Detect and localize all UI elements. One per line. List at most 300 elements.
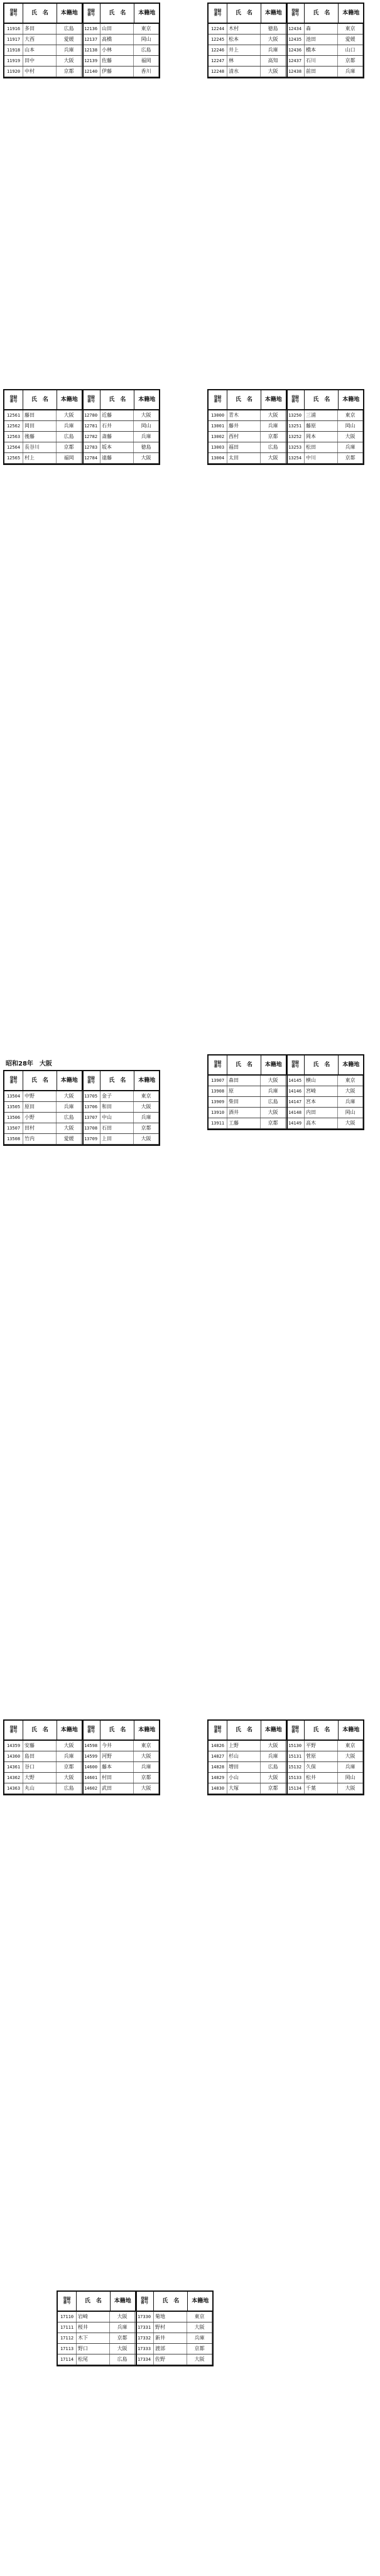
header-name: 氏 名 <box>305 390 339 409</box>
prefecture: 福岡 <box>134 56 159 66</box>
person-name: 小野 <box>23 1113 57 1123</box>
header-number: 登録 番号 <box>58 2292 77 2311</box>
table-row <box>4 1762 159 1773</box>
person-name: 今井 <box>100 1741 134 1751</box>
prefecture: 大阪 <box>261 1076 286 1086</box>
registration-number: 17334 <box>135 2354 154 2365</box>
person-name: 武田 <box>100 1783 134 1793</box>
registration-number: 14361 <box>4 1762 23 1772</box>
registration-number: 12246 <box>209 45 227 55</box>
prefecture: 大阪 <box>187 2354 212 2365</box>
registry-table <box>3 1719 160 1795</box>
prefecture: 広島 <box>261 442 286 452</box>
registration-number: 17112 <box>58 2333 77 2343</box>
header-prefecture: 本籍地 <box>342 396 360 403</box>
prefecture: 広島 <box>57 1113 82 1123</box>
registration-number: 17111 <box>58 2322 77 2333</box>
person-name: 石井 <box>100 421 134 431</box>
registration-number: 12438 <box>286 67 305 77</box>
prefecture: 兵庫 <box>134 432 159 442</box>
registration-number: 13000 <box>209 410 227 420</box>
header-name: 氏 名 <box>100 4 134 23</box>
header-name: 氏 名 <box>305 4 339 23</box>
person-name: 中川 <box>305 453 338 463</box>
person-name: 宮本 <box>305 1097 338 1107</box>
prefecture: 大阪 <box>57 1091 82 1101</box>
prefecture: 兵庫 <box>261 1751 286 1761</box>
table-row <box>209 35 363 45</box>
prefecture: 広島 <box>134 45 159 55</box>
registration-number: 13253 <box>286 442 305 452</box>
header-number: 登録 番号 <box>82 4 101 23</box>
table-row <box>4 1751 159 1762</box>
header-prefecture: 本籍地 <box>138 1726 156 1733</box>
prefecture: 大阪 <box>57 410 82 420</box>
header-number: 登録 番号 <box>286 1721 305 1740</box>
registration-number: 12435 <box>286 35 305 45</box>
table-row <box>209 1076 363 1086</box>
prefecture: 愛媛 <box>57 1134 82 1144</box>
registration-number: 15134 <box>286 1783 305 1793</box>
registration-number: 11919 <box>4 56 23 66</box>
prefecture: 大阪 <box>134 410 159 420</box>
header-prefecture: 本籍地 <box>57 1071 82 1090</box>
registration-number: 12138 <box>82 45 100 55</box>
prefecture: 大阪 <box>338 432 363 442</box>
person-name: 上野 <box>227 1741 261 1751</box>
header-prefecture: 本籍地 <box>111 2292 136 2311</box>
prefecture: 岡山 <box>338 1773 363 1783</box>
person-name: 平野 <box>305 1741 338 1751</box>
person-name: 増田 <box>227 1762 261 1772</box>
prefecture: 東京 <box>187 2312 212 2322</box>
registry-block <box>3 3 160 78</box>
registration-number: 13251 <box>286 421 305 431</box>
prefecture: 広島 <box>57 24 82 34</box>
person-name: 杉山 <box>227 1751 261 1761</box>
registration-number: 11918 <box>4 45 23 55</box>
registration-number: 14829 <box>209 1773 227 1783</box>
header-name: 氏 名 <box>305 1721 339 1740</box>
registry-block <box>207 1719 364 1795</box>
prefecture: 兵庫 <box>261 421 286 431</box>
prefecture: 岡山 <box>134 421 159 431</box>
person-name: 竹内 <box>23 1134 57 1144</box>
table-header <box>209 1056 363 1076</box>
header-prefecture: 本籍地 <box>57 390 82 409</box>
table-row <box>58 2344 212 2354</box>
person-name: 岡本 <box>305 432 338 442</box>
registry-block <box>207 3 364 78</box>
registry-table <box>207 1719 364 1795</box>
column-divider <box>136 2292 137 2365</box>
registration-number: 14828 <box>209 1762 227 1772</box>
table-row <box>4 442 159 453</box>
prefecture: 東京 <box>338 1741 363 1751</box>
prefecture: 東京 <box>134 24 159 34</box>
prefecture: 京都 <box>261 1783 286 1793</box>
registration-number: 13707 <box>82 1113 100 1123</box>
prefecture: 京都 <box>261 1118 286 1128</box>
person-name: 岡田 <box>23 421 57 431</box>
table-header <box>209 4 363 24</box>
table-row <box>209 1086 363 1097</box>
prefecture: 大阪 <box>134 1102 159 1112</box>
column-divider <box>82 4 84 77</box>
prefecture: 大阪 <box>134 453 159 463</box>
prefecture: 京都 <box>134 1123 159 1133</box>
header-prefecture: 本籍地 <box>192 2297 209 2304</box>
prefecture: 兵庫 <box>338 67 363 77</box>
registration-number: 13909 <box>209 1097 227 1107</box>
person-name: 佐藤 <box>100 56 134 66</box>
prefecture: 大阪 <box>57 56 82 66</box>
person-name: 新井 <box>154 2333 187 2343</box>
registration-number: 14360 <box>4 1751 23 1761</box>
registration-number: 17110 <box>58 2312 77 2322</box>
table-header <box>4 1071 159 1091</box>
registration-number: 12139 <box>82 56 100 66</box>
person-name: 大野 <box>23 1773 57 1783</box>
registration-number: 17331 <box>135 2322 154 2333</box>
prefecture: 京都 <box>57 442 82 452</box>
prefecture: 香川 <box>134 67 159 77</box>
person-name: 菅原 <box>305 1751 338 1761</box>
prefecture: 兵庫 <box>338 1097 363 1107</box>
column-divider <box>82 1721 84 1794</box>
header-prefecture: 本籍地 <box>342 1061 360 1068</box>
table-row <box>4 67 159 77</box>
table-row <box>4 1783 159 1794</box>
person-name: 林 <box>227 56 261 66</box>
person-name: 長谷川 <box>23 442 57 452</box>
table-row <box>4 45 159 56</box>
person-name: 清水 <box>227 67 261 77</box>
header-name: 氏 名 <box>227 1056 261 1074</box>
prefecture: 愛媛 <box>338 35 363 45</box>
person-name: 青木 <box>227 410 261 420</box>
registration-number: 12434 <box>286 24 305 34</box>
registration-number: 12136 <box>82 24 100 34</box>
registration-number: 13705 <box>82 1091 100 1101</box>
header-prefecture: 本籍地 <box>57 4 82 23</box>
person-name: 中山 <box>100 1113 134 1123</box>
registration-number: 13508 <box>4 1134 23 1144</box>
person-name: 酒井 <box>227 1108 261 1118</box>
person-name: 後藤 <box>23 432 57 442</box>
header-number: 登録 番号 <box>82 1721 101 1740</box>
table-row <box>209 1773 363 1783</box>
prefecture: 大阪 <box>261 1741 286 1751</box>
registration-number: 12436 <box>286 45 305 55</box>
prefecture: 大阪 <box>338 1118 363 1128</box>
person-name: 藤田 <box>23 410 57 420</box>
registration-number: 14599 <box>82 1751 100 1761</box>
table-header <box>209 390 363 410</box>
registration-number: 12137 <box>82 35 100 45</box>
registration-number: 14147 <box>286 1097 305 1107</box>
prefecture: 山口 <box>338 45 363 55</box>
registration-number: 13254 <box>286 453 305 463</box>
person-name: 佐野 <box>154 2354 187 2365</box>
registration-number: 11917 <box>4 35 23 45</box>
table-header <box>4 390 159 410</box>
registration-number: 12782 <box>82 432 100 442</box>
person-name: 村田 <box>100 1773 134 1783</box>
registration-number: 12248 <box>209 67 227 77</box>
registration-number: 14600 <box>82 1762 100 1772</box>
registration-number: 14598 <box>82 1741 100 1751</box>
registration-number: 13504 <box>4 1091 23 1101</box>
prefecture: 大阪 <box>338 1086 363 1096</box>
table-row <box>209 1751 363 1762</box>
header-number: 登録 番号 <box>4 4 23 23</box>
header-number: 登録 番号 <box>286 390 305 409</box>
header-prefecture: 本籍地 <box>138 1077 156 1084</box>
registration-number: 13505 <box>4 1102 23 1112</box>
table-row <box>209 1783 363 1794</box>
header-prefecture: 本籍地 <box>261 1056 286 1074</box>
header-number: 登録 番号 <box>286 4 305 23</box>
header-name: 氏 名 <box>305 1056 339 1074</box>
registration-number: 12562 <box>4 421 23 431</box>
registration-number: 14363 <box>4 1783 23 1793</box>
prefecture: 京都 <box>57 1762 82 1772</box>
column-divider <box>286 390 288 464</box>
registration-number: 12244 <box>209 24 227 34</box>
person-name: 田中 <box>23 56 57 66</box>
person-name: 福田 <box>227 442 261 452</box>
prefecture: 大阪 <box>261 453 286 463</box>
registration-number: 13907 <box>209 1076 227 1086</box>
person-name: 菊地 <box>154 2312 187 2322</box>
registration-number: 14830 <box>209 1783 227 1793</box>
person-name: 桜井 <box>77 2322 110 2333</box>
person-name: 大西 <box>23 35 57 45</box>
table-row <box>4 1773 159 1783</box>
prefecture: 大阪 <box>110 2344 135 2354</box>
header-name: 氏 名 <box>77 2292 111 2311</box>
registry-block <box>3 1719 160 1795</box>
person-name: 丸山 <box>23 1783 57 1793</box>
prefecture: 兵庫 <box>338 442 363 452</box>
person-name: 松尾 <box>77 2354 110 2365</box>
person-name: 工藤 <box>227 1118 261 1128</box>
person-name: 千葉 <box>305 1783 338 1793</box>
table-header <box>58 2292 212 2312</box>
table-row <box>4 453 159 464</box>
person-name: 村上 <box>23 453 57 463</box>
column-divider <box>286 1721 288 1794</box>
prefecture: 大阪 <box>187 2322 212 2333</box>
prefecture: 東京 <box>134 1091 159 1101</box>
table-row <box>4 1123 159 1134</box>
prefecture: 岡山 <box>338 1108 363 1118</box>
prefecture: 兵庫 <box>110 2322 135 2333</box>
person-name: 久保 <box>305 1762 338 1772</box>
registration-number: 12563 <box>4 432 23 442</box>
person-name: 内田 <box>305 1108 338 1118</box>
registration-number: 17332 <box>135 2333 154 2343</box>
table-row <box>209 1108 363 1118</box>
person-name: 藤井 <box>227 421 261 431</box>
prefecture: 福岡 <box>57 453 82 463</box>
registration-number: 12781 <box>82 421 100 431</box>
person-name: 井上 <box>227 45 261 55</box>
table-row <box>209 453 363 464</box>
person-name: 石川 <box>305 56 338 66</box>
header-name: 氏 名 <box>227 390 261 409</box>
person-name: 遠藤 <box>100 453 134 463</box>
table-row <box>58 2322 212 2333</box>
person-name: 木村 <box>227 24 261 34</box>
table-row <box>209 1118 363 1129</box>
header-prefecture: 本籍地 <box>342 9 360 16</box>
prefecture: 大阪 <box>134 1751 159 1761</box>
table-row <box>209 442 363 453</box>
table-row <box>209 1097 363 1108</box>
header-number: 登録 番号 <box>286 1056 305 1074</box>
table-row <box>4 432 159 442</box>
person-name: 岩崎 <box>77 2312 110 2322</box>
table-row <box>4 1113 159 1123</box>
prefecture: 兵庫 <box>134 1113 159 1123</box>
prefecture: 大阪 <box>261 1108 286 1118</box>
prefecture: 兵庫 <box>261 1086 286 1096</box>
person-name: 中野 <box>23 1091 57 1101</box>
person-name: 谷口 <box>23 1762 57 1772</box>
prefecture: 徳島 <box>134 442 159 452</box>
registration-number: 13004 <box>209 453 227 463</box>
registry-block <box>57 2290 214 2366</box>
prefecture: 広島 <box>110 2354 135 2365</box>
registration-number: 15133 <box>286 1773 305 1783</box>
table-row <box>209 45 363 56</box>
person-name: 池田 <box>305 35 338 45</box>
header-prefecture: 本籍地 <box>138 9 156 16</box>
person-name: 石田 <box>100 1123 134 1133</box>
prefecture: 京都 <box>57 67 82 77</box>
registration-number: 13708 <box>82 1123 100 1133</box>
registration-number: 12784 <box>82 453 100 463</box>
header-number: 登録 番号 <box>4 390 23 409</box>
table-row <box>4 1741 159 1751</box>
person-name: 和田 <box>100 1102 134 1112</box>
person-name: 山田 <box>100 24 134 34</box>
header-number: 登録 番号 <box>82 1071 101 1090</box>
person-name: 野口 <box>77 2344 110 2354</box>
registration-number: 12247 <box>209 56 227 66</box>
registry-table <box>207 1054 364 1130</box>
person-name: 橋本 <box>305 45 338 55</box>
registration-number: 13506 <box>4 1113 23 1123</box>
header-name: 氏 名 <box>23 1071 57 1090</box>
header-number: 登録 番号 <box>209 1721 227 1740</box>
prefecture: 京都 <box>134 1773 159 1783</box>
column-divider <box>286 1056 288 1129</box>
registry-block <box>3 1054 160 1146</box>
prefecture: 高知 <box>261 56 286 66</box>
header-name: 氏 名 <box>23 390 57 409</box>
registration-number: 13252 <box>286 432 305 442</box>
header-prefecture: 本籍地 <box>261 390 286 409</box>
prefecture: 広島 <box>261 1097 286 1107</box>
prefecture: 東京 <box>338 410 363 420</box>
registration-number: 11920 <box>4 67 23 77</box>
table-row <box>58 2312 212 2322</box>
registry-table <box>3 1070 160 1146</box>
table-row <box>209 56 363 67</box>
registration-number: 14149 <box>286 1118 305 1128</box>
person-name: 大塚 <box>227 1783 261 1793</box>
header-prefecture: 本籍地 <box>261 1721 286 1740</box>
header-prefecture: 本籍地 <box>57 1721 82 1740</box>
prefecture: 広島 <box>57 1783 82 1793</box>
person-name: 多田 <box>23 24 57 34</box>
person-name: 坂本 <box>100 442 134 452</box>
prefecture: 兵庫 <box>57 1102 82 1112</box>
prefecture: 兵庫 <box>134 1762 159 1772</box>
person-name: 近藤 <box>100 410 134 420</box>
header-name: 氏 名 <box>100 390 134 409</box>
registry-table <box>207 3 364 78</box>
registration-number: 17330 <box>135 2312 154 2322</box>
person-name: 伊藤 <box>100 67 134 77</box>
table-row <box>4 421 159 432</box>
header-name: 氏 名 <box>100 1071 134 1090</box>
person-name: 小山 <box>227 1773 261 1783</box>
header-name: 氏 名 <box>227 1721 261 1740</box>
registration-number: 12140 <box>82 67 100 77</box>
person-name: 小林 <box>100 45 134 55</box>
table-row <box>4 35 159 45</box>
header-name: 氏 名 <box>23 1721 57 1740</box>
table-row <box>209 1762 363 1773</box>
person-name: 宮崎 <box>305 1086 338 1096</box>
registration-number: 15131 <box>286 1751 305 1761</box>
registration-number: 14826 <box>209 1741 227 1751</box>
table-row <box>4 410 159 421</box>
person-name: 森 <box>305 24 338 34</box>
section-label: 昭和28年 大阪 <box>6 1061 52 1067</box>
registration-number: 14359 <box>4 1741 23 1751</box>
header-name: 氏 名 <box>227 4 261 23</box>
person-name: 高橋 <box>100 35 134 45</box>
registration-number: 14602 <box>82 1783 100 1793</box>
prefecture: 岡山 <box>338 421 363 431</box>
registration-number: 14148 <box>286 1108 305 1118</box>
prefecture: 兵庫 <box>57 421 82 431</box>
person-name: 田村 <box>23 1123 57 1133</box>
table-row <box>209 410 363 421</box>
registration-number: 13910 <box>209 1108 227 1118</box>
person-name: 渡部 <box>154 2344 187 2354</box>
person-name: 山本 <box>23 45 57 55</box>
person-name: 藤原 <box>305 421 338 431</box>
registration-number: 15132 <box>286 1762 305 1772</box>
person-name: 上田 <box>100 1134 134 1144</box>
table-row <box>209 432 363 442</box>
prefecture: 大阪 <box>338 1751 363 1761</box>
person-name: 木下 <box>77 2333 110 2343</box>
person-name: 西村 <box>227 432 261 442</box>
prefecture: 東京 <box>338 24 363 34</box>
person-name: 斎藤 <box>100 432 134 442</box>
prefecture: 兵庫 <box>57 45 82 55</box>
registry-table <box>207 389 364 465</box>
person-name: 原田 <box>23 1102 57 1112</box>
table-header <box>4 1721 159 1741</box>
